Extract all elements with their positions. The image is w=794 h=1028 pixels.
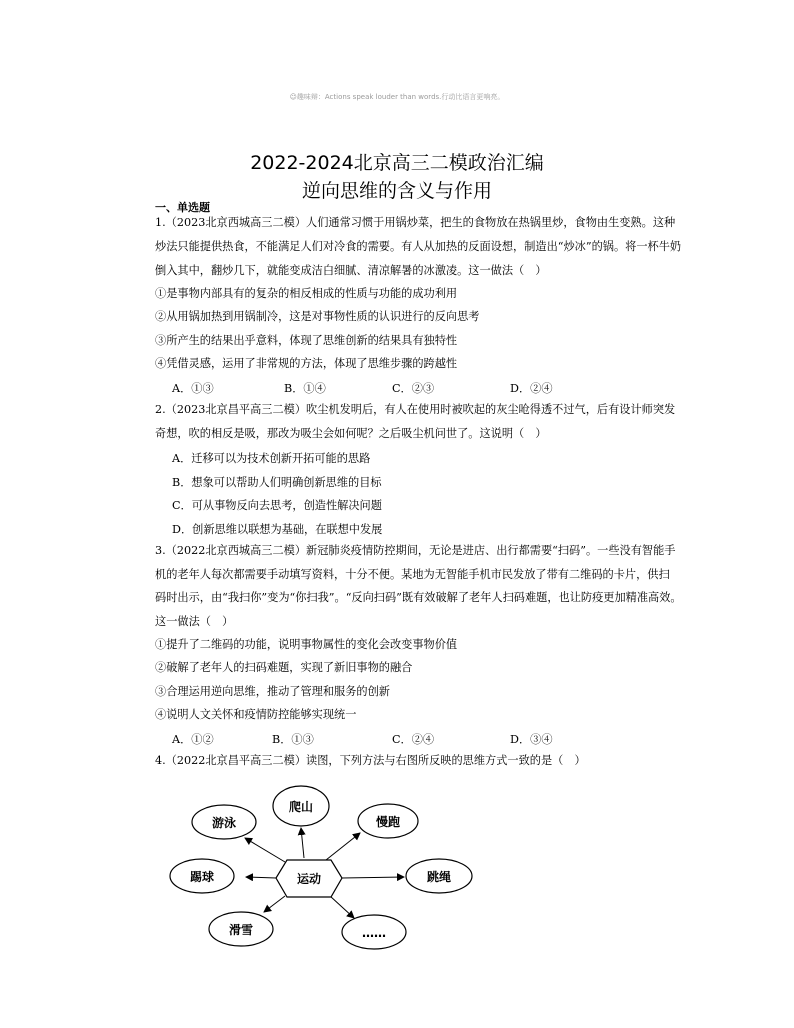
q3-statement-4: ④说明人文关怀和疫情防控能够实现统一: [155, 708, 357, 721]
q1-statement-1: ①是事物内部具有的复杂的相反相成的性质与功能的成功利用: [155, 287, 458, 300]
q3-stem-line-1: 3.（2022北京西城高三二模）新冠肺炎疫情防控期间，无论是进店、出行都需要“扫码”。一些没有智能手: [155, 544, 676, 557]
q1-stem-line-3: 倒入其中，翻炒几下，就能变成洁白细腻、清凉解暑的冰激凌。这一做法（ ）: [155, 264, 547, 277]
q2-option-b: B．想象可以帮助人们明确创新思维的目标: [172, 476, 382, 489]
q3-option-b: B．①③: [272, 733, 314, 746]
q2-stem-line-2: 奇想，吹的相反是吸，那改为吸尘会如何呢？之后吸尘机问世了。这说明（ ）: [155, 427, 547, 440]
q3-stem-line-3: 码时出示，由“我扫你”变为“你扫我”。“反向扫码”既有效破解了老年人扫码难题，也让防疫更加精准高效。: [155, 591, 682, 604]
q2-stem-line-1: 2.（2023北京昌平高三二模）吹尘机发明后，有人在使用时被吹起的灰尘呛得透不过气，后有设计师突发: [155, 403, 676, 416]
q3-option-a: A．①②: [172, 733, 214, 746]
document-title: 2022-2024北京高三二模政治汇编: [250, 152, 544, 174]
node-label-ellipsis: ……: [362, 926, 386, 940]
arrow-to-youyong: [245, 838, 285, 862]
node-label-huaxue: 滑雪: [228, 923, 254, 937]
node-label-manpao: 慢跑: [375, 815, 401, 829]
q2-option-c: C．可从事物反向去思考，创造性解决问题: [172, 499, 382, 512]
document-subtitle: 逆向思维的含义与作用: [301, 180, 492, 202]
q2-option-a: A．迁移可以为技术创新开拓可能的思路: [172, 452, 371, 465]
center-label: 运动: [296, 872, 322, 886]
q1-statement-3: ③所产生的结果出乎意料，体现了思维创新的结果具有独特性: [155, 334, 458, 347]
q1-option-a: A．①③: [172, 382, 214, 395]
node-label-youyong: 游泳: [211, 816, 237, 830]
q1-statement-2: ②从用锅加热到用锅制冷，这是对事物性质的认识进行的反向思考: [155, 310, 480, 323]
arrow-to-ellipsis: [330, 896, 354, 918]
arrow-to-manpao: [326, 833, 360, 860]
q1-statement-4: ④凭借灵感，运用了非常规的方法，体现了思维步骤的跨越性: [155, 357, 458, 370]
q3-option-c: C．②④: [392, 733, 435, 746]
q3-statement-2: ②破解了老年人的扫码难题，实现了新旧事物的融合: [155, 661, 413, 674]
q3-statement-1: ①提升了二维码的功能，说明事物属性的变化会改变事物价值: [155, 638, 458, 651]
q1-stem-line-2: 炒法只能提供热食，不能满足人们对冷食的需要。有人从加热的反面设想，制造出“炒冰”的锅。将一杯牛奶: [155, 240, 682, 253]
watermark-text: ☺趣味辩：Actions speak louder than words.行动比语言更响亮。: [289, 93, 505, 101]
q2-option-d: D．创新思维以联想为基础，在联想中发展: [172, 523, 383, 536]
q4-stem: 4.（2022北京昌平高三二模）读图，下列方法与右图所反映的思维方式一致的是（ ）: [155, 754, 586, 767]
node-label-tiaosheng: 跳绳: [426, 870, 452, 884]
q3-option-d: D．③④: [510, 733, 553, 746]
arrow-to-tiaosheng: [342, 877, 404, 878]
q1-stem-line-1: 1.（2023北京西城高三二模）人们通常习惯于用锅炒菜，把生的食物放在热锅里炒，食物由生变熟。这种: [155, 216, 676, 229]
q1-option-d: D．②④: [510, 382, 553, 395]
node-label-tiqiu: 踢球: [189, 870, 215, 884]
arrow-to-pashan: [301, 828, 304, 858]
q1-option-b: B．①④: [284, 382, 326, 395]
q3-statement-3: ③合理运用逆向思维，推动了管理和服务的创新: [155, 685, 390, 698]
q3-stem-line-4: 这一做法（ ）: [155, 615, 234, 628]
section-heading: 一、单选题: [155, 201, 210, 214]
q3-stem-line-2: 机的老年人每次都需要手动填写资料，十分不便。某地为无智能手机市民发放了带有二维码的卡片，供扫: [155, 568, 670, 581]
node-label-pashan: 爬山: [288, 800, 314, 814]
arrow-to-huaxue: [264, 896, 285, 912]
arrow-to-tiqiu: [246, 877, 276, 878]
q1-option-c: C．②③: [392, 382, 435, 395]
